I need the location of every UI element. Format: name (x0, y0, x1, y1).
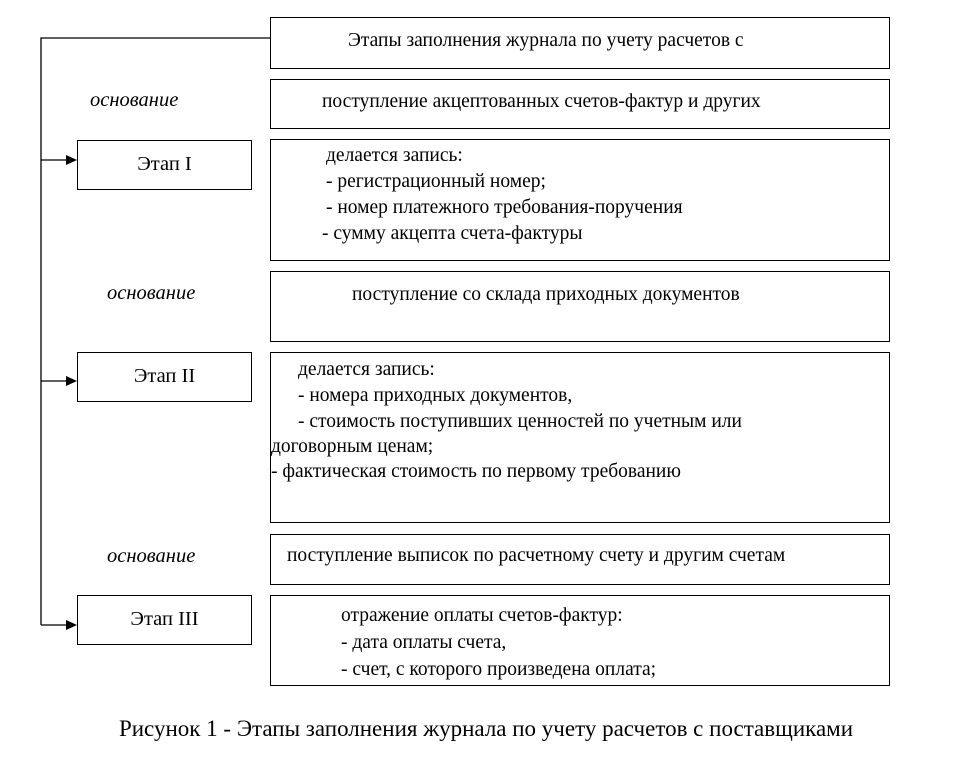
arrow-stage-2-head (66, 376, 77, 386)
stage-3-box (77, 595, 252, 645)
stage-3-detail-line: - дата оплаты счета, (341, 632, 507, 653)
stage-2-box (77, 352, 252, 402)
basis-box-1 (270, 79, 890, 129)
basis-box-2 (270, 271, 890, 342)
stage-1-detail-line: - регистрационный номер; (326, 171, 546, 192)
stage-2-detail-line: - номера приходных документов, (298, 385, 573, 406)
basis-label-2: основание (107, 282, 196, 304)
stage-2-detail-line: договорным ценам; (271, 436, 434, 457)
stage-2-label: Этап II (133, 365, 196, 387)
stage-1-detail-line: - номер платежного требования-поручения (326, 197, 683, 218)
basis-box-3-text: поступление выписок по расчетному счету и другим счетам (287, 545, 786, 566)
main-connector-line (41, 38, 270, 625)
stage-1-details-box (270, 139, 890, 261)
arrow-stage-1-head (66, 155, 77, 165)
arrow-stage-3-head (66, 620, 77, 630)
stage-1-box (77, 140, 252, 190)
stage-3-detail-line: - счет, с которого произведена оплата; (341, 659, 657, 680)
title-box-text: Этапы заполнения журнала по учету расчетов с (348, 30, 744, 51)
stage-3-label: Этап III (130, 608, 199, 630)
stage-3-detail-line: отражение оплаты счетов-фактур: (341, 605, 623, 626)
stage-2-detail-line: - стоимость поступивших ценностей по учетным или (298, 411, 742, 432)
basis-box-1-text: поступление акцептованных счетов-фактур и других (322, 91, 761, 112)
stage-3-details-box (270, 595, 890, 686)
stage-2-details-box (270, 352, 890, 523)
stage-2-detail-line: делается запись: (298, 359, 435, 380)
basis-box-2-text: поступление со склада приходных документов (352, 284, 740, 305)
stage-1-label: Этап I (137, 153, 192, 175)
title-box (270, 17, 890, 69)
figure-caption: Рисунок 1 - Этапы заполнения журнала по учету расчетов с поставщиками (118, 716, 854, 741)
basis-label-3: основание (107, 545, 196, 567)
stage-1-detail-line: делается запись: (326, 145, 463, 166)
basis-box-3 (270, 534, 890, 585)
stage-1-detail-line: - сумму акцепта счета-фактуры (322, 223, 583, 244)
basis-label-1: основание (90, 89, 179, 111)
stage-2-detail-line: - фактическая стоимость по первому требованию (271, 461, 681, 482)
